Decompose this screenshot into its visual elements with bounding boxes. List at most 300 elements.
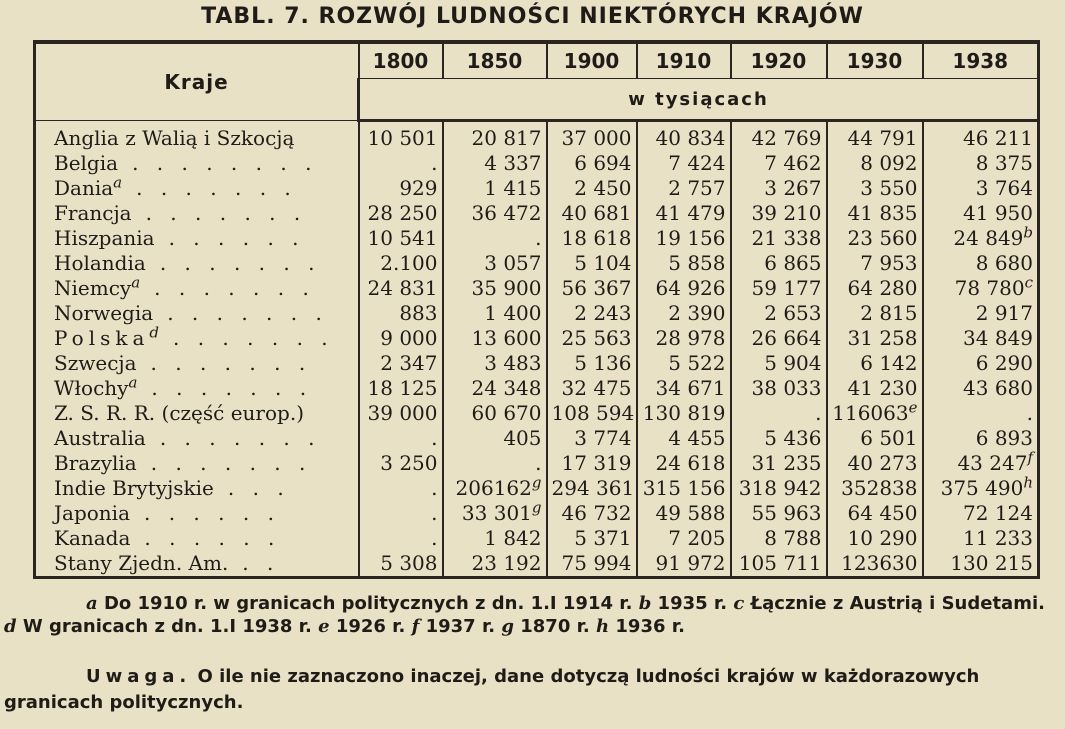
- footnote-marker: g: [531, 476, 542, 492]
- cell-value: 64 280: [847, 276, 918, 300]
- cell-value: 2 815: [860, 301, 918, 325]
- table-row: [35, 451, 1039, 476]
- value-cell: [827, 226, 923, 251]
- value-cell: [359, 401, 443, 426]
- country-name: Belgia: [54, 151, 119, 175]
- cell-value: 315 156: [642, 476, 726, 500]
- cell-value: .: [431, 501, 438, 525]
- cell-value: 6 501: [860, 426, 918, 450]
- cell-value: 2 917: [975, 301, 1033, 325]
- leader-dots: . . .: [227, 476, 290, 500]
- cell-value: 10 290: [847, 526, 918, 550]
- value-cell: [359, 351, 443, 376]
- cell-value: 78 780: [954, 276, 1025, 300]
- value-cell: [731, 151, 827, 176]
- table-row: [35, 276, 1039, 301]
- footnote-text: 1936 r.: [609, 616, 685, 637]
- country-name: Z. S. R. R. (część europ.): [54, 401, 304, 425]
- cell-value: 7 424: [668, 151, 726, 175]
- footnote-marker: e: [908, 401, 918, 417]
- population-table: [33, 40, 1040, 579]
- value-cell: [923, 526, 1039, 551]
- value-cell: [637, 121, 731, 152]
- value-cell: [731, 326, 827, 351]
- country-cell: [35, 501, 359, 526]
- country-name: Norwegia: [54, 301, 154, 325]
- value-cell: [359, 176, 443, 201]
- value-cell: [443, 121, 547, 152]
- cell-value: 72 124: [963, 501, 1033, 525]
- value-cell: [923, 151, 1039, 176]
- leader-dots: . . . . . . .: [154, 276, 315, 300]
- table-row: [35, 376, 1039, 401]
- table-row: [35, 226, 1039, 251]
- cell-value: 10 501: [367, 126, 438, 150]
- leader-dots: . . . . . . .: [145, 201, 307, 225]
- value-cell: [637, 426, 731, 451]
- value-cell: [731, 276, 827, 301]
- leader-dots: . . . . . . .: [136, 176, 297, 200]
- footnote-mark: f: [411, 616, 420, 637]
- value-cell: [827, 176, 923, 201]
- country-name: Włochy: [54, 376, 129, 400]
- value-cell: [923, 326, 1039, 351]
- value-cell: [443, 426, 547, 451]
- country-cell: [35, 476, 359, 501]
- footnote-text: Łącznie z Austrią i Sudetami.: [744, 593, 1045, 614]
- cell-value: 3 774: [574, 426, 632, 450]
- footnote-marker: h: [1023, 476, 1033, 492]
- cell-value: 23 560: [847, 226, 918, 250]
- cell-value: 46 732: [561, 501, 632, 525]
- leader-dots: . . . . . . .: [173, 326, 334, 350]
- cell-value: 39 210: [751, 201, 822, 225]
- cell-value: 46 211: [963, 126, 1033, 150]
- value-cell: [637, 451, 731, 476]
- footnote-text: Do 1910 r. w granicach politycznych z dn. 1.I 1914 r.: [97, 593, 639, 614]
- value-cell: [547, 121, 637, 152]
- value-cell: [637, 501, 731, 526]
- cell-value: 929: [399, 176, 438, 200]
- cell-value: 18 618: [561, 226, 632, 250]
- value-cell: [359, 226, 443, 251]
- value-cell: [923, 426, 1039, 451]
- footnote-text: 1937 r.: [419, 616, 502, 637]
- value-cell: [731, 176, 827, 201]
- cell-value: .: [535, 226, 542, 250]
- value-cell: [359, 151, 443, 176]
- table-row: [35, 326, 1039, 351]
- cell-value: 130 215: [950, 551, 1033, 575]
- cell-value: 37 000: [561, 126, 632, 150]
- table-body: [35, 121, 1039, 578]
- cell-value: 7 462: [764, 151, 822, 175]
- column-header-year: 1910: [637, 42, 731, 79]
- cell-value: 28 250: [367, 201, 438, 225]
- country-name: Polska: [54, 326, 150, 350]
- country-cell: [35, 121, 359, 152]
- cell-value: 5 136: [574, 351, 632, 375]
- value-cell: [637, 201, 731, 226]
- value-cell: [359, 276, 443, 301]
- cell-value: .: [431, 426, 438, 450]
- cell-value: 55 963: [751, 501, 822, 525]
- value-cell: [637, 526, 731, 551]
- table-row: [35, 526, 1039, 551]
- cell-value: .: [431, 526, 438, 550]
- leader-dots: . . . . . . .: [150, 451, 312, 475]
- value-cell: [923, 176, 1039, 201]
- cell-value: 19 156: [655, 226, 726, 250]
- cell-value: 2 450: [574, 176, 632, 200]
- value-cell: [359, 501, 443, 526]
- value-cell: [359, 121, 443, 152]
- value-cell: [827, 476, 923, 501]
- value-cell: [827, 251, 923, 276]
- cell-value: 31 235: [751, 451, 822, 475]
- country-cell: [35, 426, 359, 451]
- cell-value: 8 680: [975, 251, 1033, 275]
- table-row: [35, 121, 1039, 152]
- value-cell: [547, 151, 637, 176]
- country-name: Anglia z Walią i Szkocją: [54, 125, 295, 150]
- country-name: Indie Brytyjskie: [54, 476, 214, 500]
- footnote-mark: h: [596, 616, 610, 637]
- value-cell: [827, 201, 923, 226]
- cell-value: 25 563: [561, 326, 632, 350]
- table-row: [35, 551, 1039, 578]
- cell-value: 64 450: [847, 501, 918, 525]
- country-cell: [35, 551, 359, 578]
- value-cell: [443, 376, 547, 401]
- value-cell: [547, 551, 637, 578]
- country-cell: [35, 176, 359, 201]
- cell-value: 206162: [455, 476, 532, 500]
- cell-value: 2.100: [380, 251, 438, 275]
- column-header-year: 1920: [731, 42, 827, 79]
- cell-value: 6 290: [975, 351, 1033, 375]
- country-cell: [35, 451, 359, 476]
- value-cell: [731, 251, 827, 276]
- country-name: Australia: [54, 426, 146, 450]
- cell-value: .: [1026, 401, 1033, 425]
- country-cell: [35, 226, 359, 251]
- value-cell: [359, 326, 443, 351]
- country-cell: [35, 151, 359, 176]
- cell-value: 11 233: [963, 526, 1033, 550]
- value-cell: [443, 476, 547, 501]
- value-cell: [547, 426, 637, 451]
- cell-value: 8 788: [764, 526, 822, 550]
- value-cell: [359, 376, 443, 401]
- cell-value: 26 664: [751, 326, 822, 350]
- value-cell: [731, 426, 827, 451]
- value-cell: [827, 501, 923, 526]
- cell-value: .: [815, 401, 822, 425]
- value-cell: [731, 351, 827, 376]
- value-cell: [637, 226, 731, 251]
- table-row: [35, 501, 1039, 526]
- cell-value: 32 475: [561, 376, 632, 400]
- cell-value: 6 142: [860, 351, 918, 375]
- table-row: [35, 301, 1039, 326]
- footnote-marker: a: [128, 376, 138, 392]
- value-cell: [923, 451, 1039, 476]
- cell-value: 352838: [841, 476, 918, 500]
- value-cell: [547, 301, 637, 326]
- table-row: [35, 176, 1039, 201]
- cell-value: 3 250: [380, 451, 438, 475]
- cell-value: 2 243: [574, 301, 632, 325]
- value-cell: [923, 301, 1039, 326]
- value-cell: [731, 501, 827, 526]
- value-cell: [923, 121, 1039, 152]
- leader-dots: . . . . . .: [144, 501, 280, 525]
- footnote-mark: d: [4, 616, 17, 637]
- cell-value: 7 953: [860, 251, 918, 275]
- column-header-year: 1850: [443, 42, 547, 79]
- value-cell: [547, 326, 637, 351]
- value-cell: [443, 401, 547, 426]
- value-cell: [547, 176, 637, 201]
- value-cell: [827, 276, 923, 301]
- value-cell: [731, 526, 827, 551]
- value-cell: [359, 426, 443, 451]
- column-header-kraje: Kraje: [35, 42, 359, 121]
- value-cell: [923, 276, 1039, 301]
- value-cell: [923, 501, 1039, 526]
- footnote-text: 1926 r.: [329, 616, 412, 637]
- table-row: [35, 351, 1039, 376]
- cell-value: 43 680: [963, 376, 1033, 400]
- value-cell: [547, 226, 637, 251]
- cell-value: 6 893: [975, 426, 1033, 450]
- cell-value: 40 681: [561, 201, 632, 225]
- cell-value: 5 522: [668, 351, 726, 375]
- column-header-year: 1900: [547, 42, 637, 79]
- country-cell: [35, 401, 359, 426]
- value-cell: [731, 121, 827, 152]
- country-name: Dania: [54, 176, 114, 200]
- value-cell: [637, 376, 731, 401]
- cell-value: 23 192: [471, 551, 542, 575]
- cell-value: 40 834: [655, 126, 726, 150]
- cell-value: 91 972: [655, 551, 726, 575]
- table-row: [35, 476, 1039, 501]
- leader-dots: . . . . . . .: [159, 426, 321, 450]
- value-cell: [731, 226, 827, 251]
- cell-value: 49 588: [655, 501, 726, 525]
- value-cell: [359, 251, 443, 276]
- cell-value: 24 618: [655, 451, 726, 475]
- cell-value: 5 104: [574, 251, 632, 275]
- country-cell: [35, 526, 359, 551]
- cell-value: 36 472: [471, 201, 542, 225]
- cell-value: 10 541: [367, 226, 438, 250]
- leader-dots: . .: [242, 551, 280, 575]
- value-cell: [637, 326, 731, 351]
- cell-value: 7 205: [668, 526, 726, 550]
- cell-value: 41 479: [655, 201, 726, 225]
- leader-dots: . . . . . . .: [151, 376, 313, 400]
- value-cell: [827, 551, 923, 578]
- cell-value: 75 994: [561, 551, 632, 575]
- cell-value: 2 653: [764, 301, 822, 325]
- footnote-marker: a: [113, 176, 123, 192]
- cell-value: 405: [503, 426, 542, 450]
- cell-value: 6 694: [574, 151, 632, 175]
- country-name: Szwecja: [54, 351, 137, 375]
- cell-value: 60 670: [471, 401, 542, 425]
- cell-value: 8 375: [975, 151, 1033, 175]
- value-cell: [443, 351, 547, 376]
- value-cell: [547, 501, 637, 526]
- value-cell: [923, 201, 1039, 226]
- value-cell: [443, 151, 547, 176]
- note-paragraph: [4, 664, 1052, 716]
- cell-value: 24 831: [367, 276, 438, 300]
- value-cell: [547, 401, 637, 426]
- value-cell: [637, 276, 731, 301]
- table-row: [35, 401, 1039, 426]
- cell-value: 40 273: [847, 451, 918, 475]
- value-cell: [443, 301, 547, 326]
- cell-value: 33 301: [461, 501, 532, 525]
- country-cell: [35, 251, 359, 276]
- cell-value: 64 926: [655, 276, 726, 300]
- footnote-mark: a: [86, 593, 98, 614]
- table-title: TABL. 7. ROZWÓJ LUDNOŚCI NIEKTÓRYCH KRAJÓW: [201, 4, 864, 29]
- value-cell: [827, 301, 923, 326]
- cell-value: .: [535, 451, 542, 475]
- cell-value: 8 092: [860, 151, 918, 175]
- value-cell: [731, 201, 827, 226]
- note-text: O ile nie zaznaczono inaczej, dane dotyczą ludności krajów w każdorazowych granicach politycznych.: [4, 666, 980, 713]
- cell-value: 56 367: [561, 276, 632, 300]
- footnote-text: 1870 r.: [513, 616, 597, 637]
- value-cell: [443, 526, 547, 551]
- value-cell: [547, 376, 637, 401]
- column-header-year: 1930: [827, 42, 923, 79]
- cell-value: 1 400: [484, 301, 542, 325]
- value-cell: [731, 301, 827, 326]
- value-cell: [547, 451, 637, 476]
- cell-value: 9 000: [380, 326, 438, 350]
- cell-value: 28 978: [655, 326, 726, 350]
- value-cell: [827, 401, 923, 426]
- value-cell: [443, 201, 547, 226]
- column-header-year: 1938: [923, 42, 1039, 79]
- value-cell: [443, 176, 547, 201]
- value-cell: [827, 351, 923, 376]
- note-label: Uwaga.: [86, 666, 192, 687]
- cell-value: 31 258: [847, 326, 918, 350]
- value-cell: [443, 451, 547, 476]
- value-cell: [359, 526, 443, 551]
- leader-dots: . . . . . .: [144, 526, 281, 550]
- cell-value: 41 230: [847, 376, 918, 400]
- cell-value: 108 594: [551, 401, 635, 425]
- cell-value: 130 819: [642, 401, 726, 425]
- value-cell: [359, 551, 443, 578]
- value-cell: [827, 526, 923, 551]
- country-name: Niemcy: [54, 276, 132, 300]
- value-cell: [923, 376, 1039, 401]
- footnote-marker: a: [131, 276, 141, 292]
- value-cell: [547, 351, 637, 376]
- unit-header: w tysiącach: [359, 79, 1039, 121]
- value-cell: [923, 476, 1039, 501]
- value-cell: [731, 401, 827, 426]
- value-cell: [827, 151, 923, 176]
- value-cell: [547, 526, 637, 551]
- value-cell: [827, 426, 923, 451]
- cell-value: 2 757: [668, 176, 726, 200]
- country-name: Holandia: [54, 251, 146, 275]
- value-cell: [547, 276, 637, 301]
- footnote-mark: c: [733, 593, 745, 614]
- value-cell: [637, 176, 731, 201]
- value-cell: [637, 401, 731, 426]
- value-cell: [731, 551, 827, 578]
- value-cell: [827, 451, 923, 476]
- cell-value: 294 361: [551, 476, 635, 500]
- cell-value: 41 950: [963, 201, 1033, 225]
- value-cell: [443, 501, 547, 526]
- cell-value: .: [431, 151, 438, 175]
- cell-value: 41 835: [847, 201, 918, 225]
- footnote-marker: f: [1027, 451, 1033, 467]
- leader-dots: . . . . . .: [168, 226, 305, 250]
- cell-value: 3 550: [860, 176, 918, 200]
- footnote-marker: g: [531, 501, 542, 517]
- value-cell: [923, 351, 1039, 376]
- country-name: Stany Zjedn. Am.: [54, 551, 229, 575]
- value-cell: [547, 476, 637, 501]
- cell-value: 1 842: [484, 526, 542, 550]
- cell-value: 18 125: [367, 376, 438, 400]
- value-cell: [637, 251, 731, 276]
- cell-value: 123630: [841, 551, 918, 575]
- country-name: Hiszpania: [54, 226, 155, 250]
- cell-value: 4 455: [668, 426, 726, 450]
- country-name: Francja: [54, 201, 132, 225]
- value-cell: [359, 301, 443, 326]
- cell-value: 5 436: [764, 426, 822, 450]
- cell-value: 38 033: [751, 376, 822, 400]
- value-cell: [443, 551, 547, 578]
- cell-value: 5 371: [574, 526, 632, 550]
- value-cell: [923, 226, 1039, 251]
- country-cell: [35, 376, 359, 401]
- value-cell: [923, 251, 1039, 276]
- cell-value: 43 247: [957, 451, 1028, 475]
- value-cell: [731, 376, 827, 401]
- cell-value: 21 338: [751, 226, 822, 250]
- value-cell: [637, 151, 731, 176]
- cell-value: 3 267: [764, 176, 822, 200]
- footnote-mark: g: [501, 616, 514, 637]
- value-cell: [827, 326, 923, 351]
- value-cell: [637, 551, 731, 578]
- value-cell: [731, 476, 827, 501]
- cell-value: 883: [399, 301, 438, 325]
- value-cell: [637, 351, 731, 376]
- table-row: [35, 151, 1039, 176]
- leader-dots: . . . . . . .: [159, 251, 321, 275]
- country-cell: [35, 326, 359, 351]
- country-cell: [35, 201, 359, 226]
